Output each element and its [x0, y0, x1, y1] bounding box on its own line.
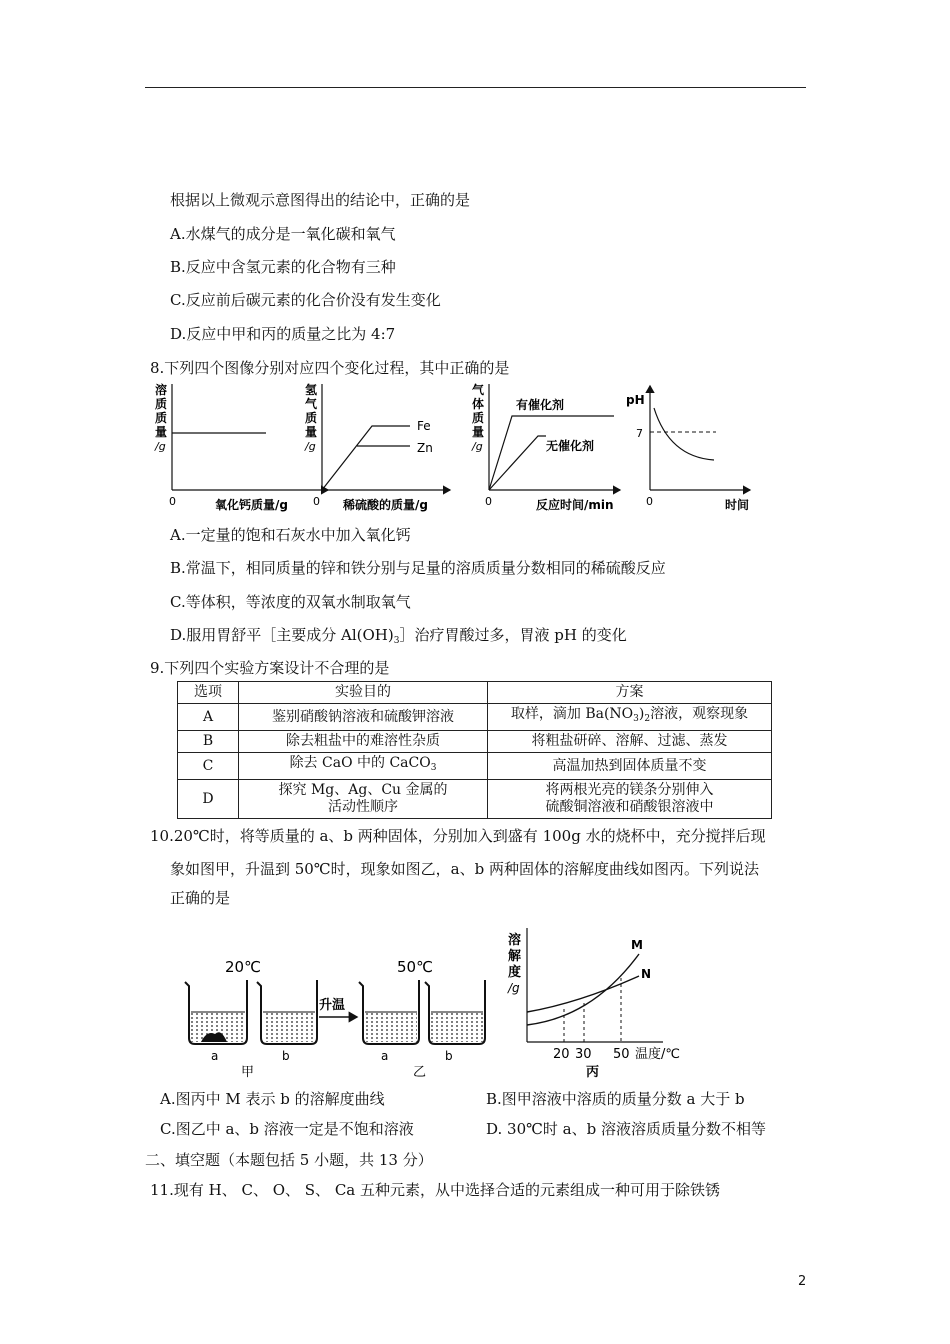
- graph-d-curve: [654, 408, 714, 460]
- graph-a-ylabel-2: 质: [155, 397, 168, 411]
- graph-b-origin: 0: [313, 495, 320, 508]
- row-a-option: A: [178, 704, 239, 731]
- beaker-jia-b-label: b: [282, 1049, 290, 1063]
- graph-d: [626, 386, 750, 512]
- graph-c-catalyst-line: [489, 416, 614, 490]
- row-a-plan: [488, 704, 772, 731]
- header-option: 选项: [178, 682, 239, 704]
- curve-m-label: M: [631, 938, 643, 952]
- row-a-goal: 鉴别硝酸钠溶液和硫酸钾溶液: [239, 704, 488, 731]
- graph-b: [304, 382, 450, 512]
- q7-option-c: C.反应前后碳元素的化合价没有发生变化: [170, 291, 441, 309]
- beaker-yi-a: [359, 980, 419, 1044]
- fig-jia-label: 甲: [241, 1065, 255, 1080]
- q10-figure: [175, 920, 735, 1082]
- row-d-plan-line2: 硫酸铜溶液和硝酸银溶液中: [545, 799, 714, 815]
- heat-label: 升温: [319, 998, 346, 1013]
- graph-c: [471, 382, 620, 512]
- graph-c-ylabel-1: 气: [472, 383, 485, 397]
- row-d-goal-line1: 探究 Mg、Ag、Cu 金属的: [278, 782, 448, 798]
- sol-xlabel: 温度/℃: [635, 1047, 680, 1062]
- header-rule: [145, 87, 806, 88]
- page-number: 2: [798, 1274, 807, 1289]
- temp-50: 50℃: [397, 958, 433, 976]
- graph-d-xlabel: 时间: [725, 498, 750, 512]
- graph-c-ylabel-3: 质: [472, 411, 485, 425]
- graph-c-catalyst-label: 有催化剂: [516, 398, 565, 412]
- graph-b-ylabel-2: 气: [305, 397, 318, 411]
- beaker-yi-b: [425, 980, 485, 1044]
- sol-ylabel-4: /g: [508, 981, 520, 995]
- curve-m: [527, 954, 639, 1025]
- graph-a: [154, 382, 328, 512]
- row-a-plan-sub2: 2: [644, 714, 651, 724]
- row-b-option: B: [178, 731, 239, 753]
- q11-stem: 11.现有 H、 C、 O、 S、 Ca 五种元素，从中选择合适的元素组成一种可用于除铁锈: [150, 1181, 721, 1199]
- row-a-plan-end: 溶液，观察现象: [650, 706, 749, 722]
- graph-b-ylabel-4: 量: [305, 425, 318, 439]
- header-plan: 方案: [488, 682, 772, 704]
- graph-c-ylabel-2: 体: [472, 397, 485, 411]
- row-c-goal: [239, 753, 488, 780]
- q8-option-d-pre: D.服用胃舒平［主要成分 Al(OH): [170, 626, 394, 644]
- q8-option-d-sub: 3: [393, 636, 400, 646]
- sol-ylabel-2: 解: [508, 949, 522, 964]
- temp-20: 20℃: [225, 958, 261, 976]
- graph-a-ylabel-1: 溶: [155, 383, 168, 397]
- q8-option-c: C.等体积，等浓度的双氧水制取氧气: [170, 593, 411, 611]
- q8-stem: 8.下列四个图像分别对应四个变化过程，其中正确的是: [150, 359, 510, 377]
- q9-stem: 9.下列四个实验方案设计不合理的是: [150, 659, 390, 677]
- table-row: [178, 731, 772, 753]
- table-row: [178, 780, 772, 819]
- row-d-plan: [488, 780, 772, 819]
- row-d-plan-line1: 将两根光亮的镁条分别伸入: [545, 782, 714, 798]
- graph-d-ylabel: pH: [626, 393, 645, 407]
- q7-option-d: D.反应中甲和丙的质量之比为 4:7: [170, 325, 396, 343]
- q7-stem: 根据以上微观示意图得出的结论中，正确的是: [170, 191, 471, 209]
- header-goal: 实验目的: [239, 682, 488, 704]
- graph-b-fe-line: [322, 426, 410, 490]
- q10-option-a: A.图丙中 M 表示 b 的溶解度曲线: [160, 1090, 385, 1108]
- row-c-option: C: [178, 753, 239, 780]
- tick-30: 30: [575, 1047, 592, 1062]
- row-c-goal-sub: 3: [430, 763, 437, 773]
- beaker-yi-a-label: a: [381, 1049, 389, 1063]
- section-2-title: 二、填空题（本题包括 5 小题，共 13 分）: [145, 1151, 433, 1169]
- graph-a-xlabel: 氧化钙质量/g: [215, 498, 288, 512]
- q10-option-c: C.图乙中 a、b 溶液一定是不饱和溶液: [160, 1120, 414, 1138]
- curve-n-label: N: [641, 967, 652, 981]
- sol-ylabel-1: 溶: [508, 933, 522, 948]
- graph-c-ylabel-4: 量: [472, 425, 485, 439]
- q10-stem-line3: 正确的是: [170, 889, 231, 907]
- graph-b-ylabel-1: 氢: [305, 383, 318, 397]
- table-row: [178, 753, 772, 780]
- q8-option-a: A.一定量的饱和石灰水中加入氧化钙: [170, 526, 411, 544]
- beaker-yi-b-label: b: [445, 1049, 453, 1063]
- graph-b-fe-label: Fe: [417, 419, 431, 433]
- solubility-chart: [507, 928, 680, 1080]
- fig-bing-label: 丙: [586, 1065, 600, 1080]
- beaker-jia-a: [185, 980, 247, 1044]
- row-b-plan: 将粗盐研碎、溶解、过滤、蒸发: [488, 731, 772, 753]
- q7-option-a: A.水煤气的成分是一氧化碳和氧气: [170, 225, 396, 243]
- row-c-plan: 高温加热到固体质量不变: [488, 753, 772, 780]
- q9-table: [177, 681, 772, 819]
- beaker-jia-a-label: a: [211, 1049, 219, 1063]
- graph-a-ylabel-5: /g: [155, 440, 166, 453]
- table-row: [178, 704, 772, 731]
- graph-a-ylabel-3: 质: [155, 411, 168, 425]
- graph-d-origin: 0: [646, 495, 653, 508]
- fig-yi-label: 乙: [413, 1065, 427, 1080]
- row-b-goal: 除去粗盐中的难溶性杂质: [239, 731, 488, 753]
- q7-option-b: B.反应中含氢元素的化合物有三种: [170, 258, 396, 276]
- q8-option-b: B.常温下，相同质量的锌和铁分别与足量的溶质质量分数相同的稀硫酸反应: [170, 559, 666, 577]
- row-d-option: D: [178, 780, 239, 819]
- tick-20: 20: [553, 1047, 570, 1062]
- tick-50: 50: [613, 1047, 630, 1062]
- row-c-goal-pre: 除去 CaO 中的 CaCO: [289, 755, 431, 771]
- q10-stem-line1: 10.20℃时，将等质量的 a、b 两种固体，分别加入到盛有 100g 水的烧杯中，充分搅拌后现: [150, 827, 766, 845]
- beaker-jia-b: [257, 980, 317, 1044]
- graph-b-zn-label: Zn: [417, 441, 433, 455]
- row-a-plan-post: ): [638, 706, 645, 722]
- q10-option-d: D. 30℃时 a、b 溶液溶质质量分数不相等: [486, 1120, 766, 1138]
- graph-c-no-catalyst-label: 无催化剂: [546, 439, 595, 453]
- graph-c-origin: 0: [485, 495, 492, 508]
- q8-option-d: [170, 625, 627, 651]
- row-d-goal-line2: 活动性顺序: [328, 799, 398, 815]
- row-d-goal: [239, 780, 488, 819]
- q10-option-b: B.图甲溶液中溶质的质量分数 a 大于 b: [486, 1090, 745, 1108]
- q8-option-d-post: ］治疗胃酸过多，胃液 pH 的变化: [399, 626, 627, 644]
- table-header-row: [178, 682, 772, 704]
- row-a-plan-pre: 取样，滴加 Ba(NO: [510, 706, 634, 722]
- graph-a-ylabel-4: 量: [155, 425, 168, 439]
- graph-d-ref-label: 7: [636, 427, 643, 440]
- graph-b-xlabel: 稀硫酸的质量/g: [343, 498, 428, 512]
- q10-stem-line2: 象如图甲，升温到 50℃时，现象如图乙，a、b 两种固体的溶解度曲线如图丙。下列说法: [170, 860, 759, 878]
- q8-graphs: [150, 378, 770, 516]
- graph-a-origin: 0: [169, 495, 176, 508]
- graph-c-ylabel-5: /g: [472, 440, 483, 453]
- graph-b-ylabel-3: 质: [305, 411, 318, 425]
- graph-c-xlabel: 反应时间/min: [536, 498, 614, 512]
- sol-ylabel-3: 度: [508, 965, 522, 980]
- row-a-plan-sub: 3: [633, 714, 639, 724]
- graph-b-ylabel-5: /g: [305, 440, 316, 453]
